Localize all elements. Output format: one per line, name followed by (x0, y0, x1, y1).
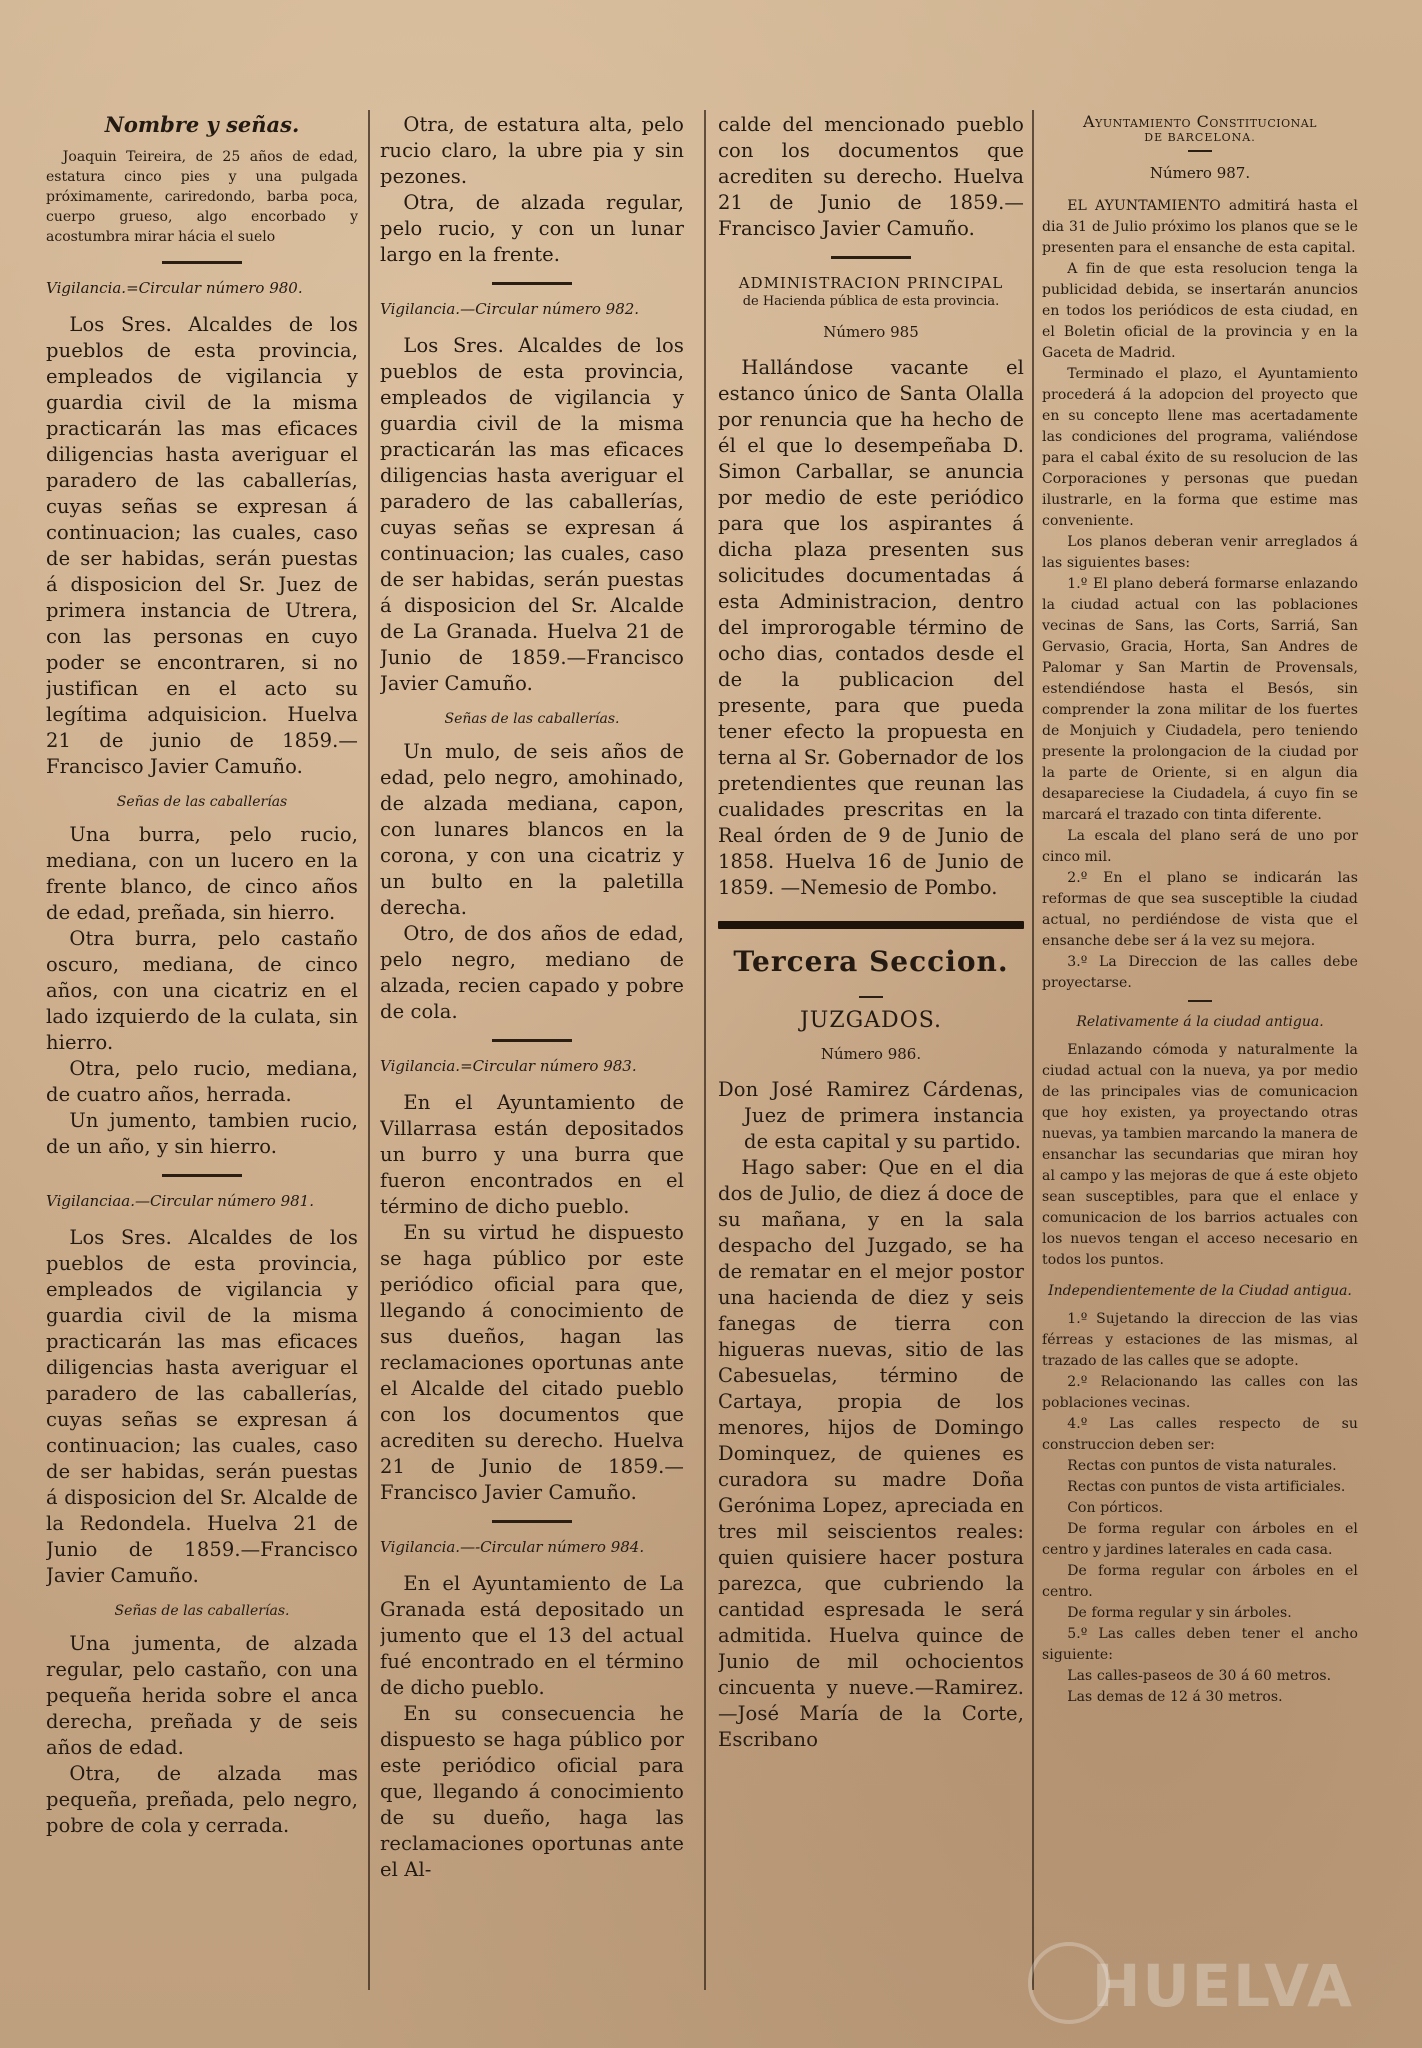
paragraph: Otra, de estatura alta, pelo rucio claro, la ubre pia y sin pezones. (380, 113, 684, 188)
circular-heading: Vigilancia.—-Circular número 984. (380, 1538, 645, 1556)
subheading: Señas de las caballerías (116, 794, 288, 810)
notice-number: Número 986. (820, 1045, 922, 1063)
divider (162, 1174, 242, 1177)
paragraph: Los Sres. Alcaldes de los pueblos de esta provincia, empleados de vigilancia y guardia civil de la misma practicarán las mas eficaces diligencias hasta averiguar el paradero de las caballerías, cuyas señas se expresan á continuacion; las cuales, caso de ser habidas, serán puestas á disposicion del Sr. Juez de primera instancia de Utrera, con las personas en cuyo poder se encontraren, si no justifican en el acto su legítima adquisicion. Huelva 21 de junio de 1859.—Francisco Javier Camuño. (46, 313, 358, 778)
paragraph: Hallándose vacante el estanco único de Santa Olalla por renuncia que ha hecho de él el que lo desempeñaba D. Simon Carballar, se anuncia por medio de este periódico para que los aspirantes á dicha plaza presenten sus solicitudes documentadas á esta Administracion, dentro del improrogable término de ocho dias, contados desde el de la publicacion del presente, para que pueda tener efecto la propuesta en terna al Sr. Gobernador de los pretendientes que reunan las cualidades prescritas en la Real órden de 9 de Junio de 1858. Huelva 16 de Junio de 1859. —Nemesio de Pombo. (718, 356, 1024, 899)
paragraph: Joaquin Teireira, de 25 años de edad, estatura cinco pies y una pulgada próximamente, cariredondo, barba poca, cuerpo grueso, algo encorbado y acostumbra mirar hácia el suelo (46, 149, 358, 245)
paragraph: 3.º La Direccion de las calles debe proyectarse. (1042, 954, 1358, 991)
divider (1188, 1000, 1212, 1002)
column-rule (704, 110, 706, 1990)
notice-number: Número 987. (1149, 164, 1251, 182)
paragraph: 2.º En el plano se indicarán las reformas de que sea susceptible la ciudad actual, no perdiéndose de vista que el ensanche debe ser á la vez su mejora. (1042, 870, 1358, 949)
paragraph: Otra, pelo rucio, mediana, de cuatro años, herrada. (46, 1057, 358, 1106)
paragraph: Otra burra, pelo castaño oscuro, mediana, de cinco años, con una cicatriz en el lado izquierdo de la culata, sin hierro. (46, 927, 358, 1054)
paragraph: Rectas con puntos de vista artificiales. (1067, 1479, 1346, 1495)
column-rule (368, 110, 370, 1990)
column-2 (380, 112, 684, 1992)
circular-heading: Vigilancia.=Circular número 980. (46, 279, 303, 297)
paragraph: Los Sres. Alcaldes de los pueblos de esta provincia, empleados de vigilancia y guardia civil de la misma practicarán las mas eficaces diligencias hasta averiguar el paradero de las caballerías, cuyas señas se expresan á continuacion; las cuales, caso de ser habidas, serán puestas á disposicion del Sr. Alcalde de La Granada. Huelva 21 de Junio de 1859.—Francisco Javier Camuño. (380, 334, 684, 695)
column-1 (46, 112, 358, 1992)
divider (492, 282, 572, 285)
paragraph: Un jumento, tambien rucio, de un año, y sin hierro. (46, 1109, 358, 1158)
column-3 (718, 112, 1024, 1992)
section-title: Tercera Seccion. (733, 945, 1009, 978)
subheading: Relativamente á la ciudad antigua. (1076, 1014, 1324, 1030)
paragraph: Otra, de alzada regular, pelo rucio, y con un lunar largo en la frente. (380, 191, 684, 266)
paragraph: 1.º Sujetando la direccion de las vias férreas y estaciones de las mismas, al trazado de las calles que se adopte. (1042, 1311, 1358, 1369)
notice-title: ADMINISTRACION PRINCIPAL (738, 274, 1004, 292)
paragraph: La escala del plano será de uno por cinco mil. (1042, 828, 1358, 865)
watermark: HUELVA (1091, 1952, 1354, 2020)
circular-heading: Vigilancia.—Circular número 982. (380, 300, 640, 318)
paragraph: 2.º Relacionando las calles con las poblaciones vecinas. (1042, 1374, 1358, 1411)
paragraph: Rectas con puntos de vista naturales. (1067, 1458, 1337, 1474)
paragraph: En su virtud he dispuesto se haga público por este periódico oficial para que, llegando á conocimiento de sus dueños, hagan las reclamaciones oportunas ante el Alcalde del citado pueblo con los documentos que acrediten su derecho. Huelva 21 de Junio de 1859.—Francisco Javier Camuño. (380, 1221, 684, 1504)
paragraph: Enlazando cómoda y naturalmente la ciudad actual con la nueva, ya por medio de las principales vias de comunicacion que hoy existen, ya proyectando otras nuevas, ya tambien marcando la manera de ensanchar las secundarias que miran hoy al campo y las mejoras de que á este objeto sean susceptibles, para que el enlace y comunicacion de los barrios actuales con los nuevos tengan el acceso necesario en todos los puntos. (1042, 1042, 1358, 1268)
paragraph: Las calles-paseos de 30 á 60 metros. (1067, 1668, 1332, 1684)
paragraph: Las demas de 12 á 30 metros. (1067, 1689, 1283, 1705)
paragraph: Otra, de alzada mas pequeña, preñada, pelo negro, pobre de cola y cerrada. (46, 1762, 358, 1837)
notice-title: Ayuntamiento Constitucional (1083, 112, 1317, 131)
circular-heading: Vigilancia.=Circular número 983. (380, 1057, 637, 1075)
paragraph: Hago saber: Que en el dia dos de Julio, de diez á doce de su mañana, y en la sala despacho del Juzgado, se ha de rematar en el mejor postor una hacienda de diez y seis fanegas de tierra con higueras nuevas, sitio de las Cabesuelas, término de Cartaya, propia de los menores, hijos de Domingo Dominquez, de quienes es curadora su madre Doña Gerónima Lopez, apreciada en tres mil seiscientos reales: quien quisiere hacer postura parezca, que cubriendo la cantidad espresada le será admitida. Huelva quince de Junio de mil ochocientos cincuenta y nueve.—Ramirez.—José María de la Corte, Escribano (718, 1156, 1024, 1751)
paragraph: Una burra, pelo rucio, mediana, con un lucero en la frente blanco, de cinco años de edad, preñada, sin hierro. (46, 823, 358, 924)
paragraph: 4.º Las calles respecto de su construccion deben ser: (1042, 1416, 1358, 1453)
divider (1188, 150, 1212, 152)
divider (492, 1520, 572, 1523)
paragraph: A fin de que esta resolucion tenga la publicidad debida, se insertarán anuncios en todos los periódicos de esta ciudad, en el Boletin oficial de la provincia y en la Gaceta de Madrid. (1042, 261, 1358, 361)
notice-number: Número 985 (823, 323, 919, 341)
column-4 (1042, 112, 1358, 1992)
paragraph: calde del mencionado pueblo con los documentos que acrediten su derecho. Huelva 21 de Junio de 1859.—Francisco Javier Camuño. (718, 113, 1024, 240)
divider (859, 996, 883, 998)
section-divider (718, 921, 1024, 929)
paragraph: Con pórticos. (1067, 1500, 1164, 1516)
paragraph: Una jumenta, de alzada regular, pelo castaño, con una pequeña herida sobre el anca derecha, preñada y de seis años de edad. (46, 1632, 358, 1759)
subsection-title: JUZGADOS. (799, 1008, 943, 1033)
paragraph: En el Ayuntamiento de La Granada está depositado un jumento que el 13 del actual fué encontrado en el término de dicho pueblo. (380, 1572, 684, 1699)
subheading: Independientemente de la Ciudad antigua. (1048, 1283, 1352, 1299)
paragraph: Los Sres. Alcaldes de los pueblos de esta provincia, empleados de vigilancia y guardia civil de la misma practicarán las mas eficaces diligencias hasta averiguar el paradero de las caballerías, cuyas señas se expresan á continuacion; las cuales, caso de ser habidas, serán puestas á disposicion del Sr. Alcalde de la Redondela. Huelva 21 de Junio de 1859.—Francisco Javier Camuño. (46, 1226, 358, 1587)
paragraph: Un mulo, de seis años de edad, pelo negro, amohinado, de alzada mediana, capon, con lunares blancos en la corona, y con una cicatriz y un bulto en la paletilla derecha. (380, 740, 684, 919)
paragraph: Terminado el plazo, el Ayuntamiento procederá á la adopcion del proyecto que en su concepto llene mas acertadamente las condiciones del programa, valiéndose para el cabal éxito de su resolucion de las Corporaciones y personas que puedan ilustrarle, en la forma que estime mas conveniente. (1042, 366, 1358, 529)
divider (492, 1039, 572, 1042)
paragraph: EL AYUNTAMIENTO admitirá hasta el dia 31 de Julio próximo los planos que se le presenten para el ensanche de esta capital. (1042, 198, 1358, 256)
paragraph: 5.º Las calles deben tener el ancho siguiente: (1042, 1626, 1358, 1663)
paragraph: De forma regular y sin árboles. (1067, 1605, 1292, 1621)
paragraph: Otro, de dos años de edad, pelo negro, mediano de alzada, recien capado y pobre de cola. (380, 922, 684, 1023)
circular-heading: Vigilanciaa.—Circular número 981. (46, 1192, 314, 1210)
divider (162, 261, 242, 264)
paragraph: En el Ayuntamiento de Villarrasa están depositados un burro y una burra que fueron encontrados en el término de dicho pueblo. (380, 1091, 684, 1218)
subheading: Señas de las caballerías. (444, 711, 620, 727)
paragraph: Don José Ramirez Cárdenas, Juez de primera instancia de esta capital y su partido. (718, 1078, 1024, 1153)
notice-subtitle: DE BARCELONA. (1144, 131, 1256, 144)
column-rule (1032, 110, 1034, 1990)
notice-subtitle: de Hacienda pública de esta provincia. (742, 294, 1000, 309)
paragraph: 1.º El plano deberá formarse enlazando la ciudad actual con las poblaciones vecinas de Sans, las Corts, Sarriá, San Gervasio, Gracia, Horta, San Andres de Palomar y San Martin de Provensals, estendiéndose hasta el Besós, sin comprender la zona militar de los fuertes de Monjuich y Ciudadela, pero teniendo presente la prolongacion de la ciudad por la parte de Oriente, si en algun dia desapareciese la Ciudadela, á cuyo fin se marcará el trazado con tinta diferente. (1042, 576, 1358, 823)
subheading: Señas de las caballerías. (114, 1603, 290, 1619)
paragraph: De forma regular con árboles en el centro y jardines laterales en cada casa. (1042, 1521, 1358, 1558)
paragraph: De forma regular con árboles en el centro. (1042, 1563, 1358, 1600)
section-heading: Nombre y señas. (104, 112, 300, 137)
paragraph: Los planos deberan venir arreglados á las siguientes bases: (1042, 534, 1358, 571)
divider (831, 256, 911, 259)
paragraph: En su consecuencia he dispuesto se haga público por este periódico oficial para que, llegando á conocimiento de su dueño, haga las reclamaciones oportunas ante el Al- (380, 1702, 684, 1881)
